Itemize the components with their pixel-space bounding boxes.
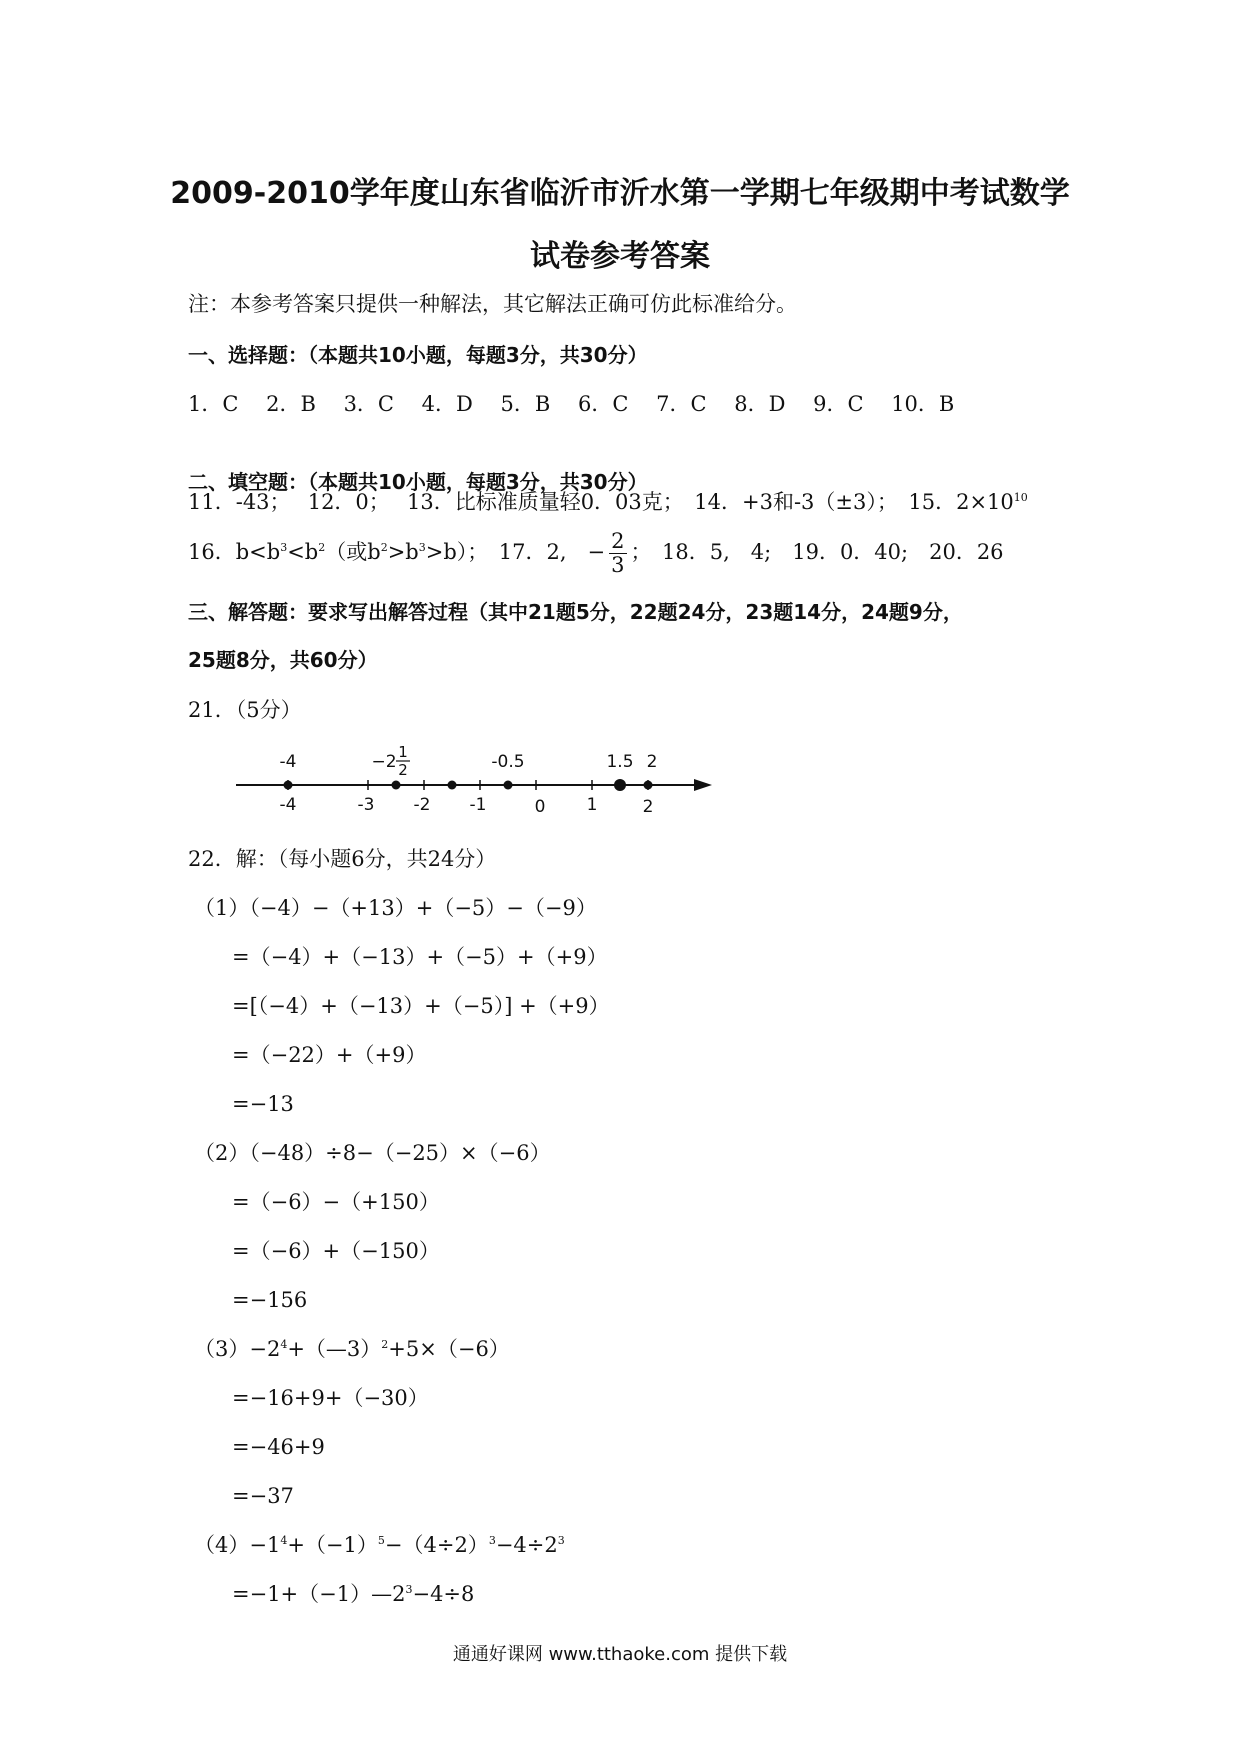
top-label-neg2: −2 [371,752,397,772]
tick-label-neg4: -4 [279,795,297,815]
q22-p3-step3: =−37 [232,1484,294,1508]
q22-p1-step1: =（−4）+（−13）+（−5）+（+9） [232,945,608,969]
section2-line16: 16．$b<b^3<b^2$（或$b^2>b^3>b$）； 17．2, − $\frac{2}{3}$ ； 18．5, 4; 19．0．40; 20．26 [188,529,1004,578]
fraction-two-thirds: $\frac{2}{3}$ [611,529,625,578]
tick-label-0: 0 [534,797,546,817]
top-label-frac-num: 1 [398,743,408,761]
section2-line11: 11．-43； 12．0； 13．比标准质量轻0．03克； 14．+3和-3（±3）； 15．$2\times 10^{10}$ [188,490,1028,514]
q22-p3-step1: =−16+9+（−30） [232,1386,429,1410]
q22-p1-head: （1）（−4）−（+13）+（−5）−（−9） [194,896,597,920]
top-label-neg0-5: -0.5 [491,752,525,772]
q21-label: 21．（5分） [188,698,302,722]
point-neg4 [284,781,293,790]
page-title-line2: 试卷参考答案 [530,239,710,274]
section1-heading: 一、选择题：（本题共10小题，每题3分，共30分） [188,343,648,367]
page-title-line1: 2009-2010学年度山东省临沂市沂水第一学期七年级期中考试数学 [170,176,1070,211]
section1-answers: 1．C 2．B 3．C 4．D 5．B 6．C 7．C 8．D 9．C 10．B [188,392,955,416]
tick-label-2: 2 [642,797,654,817]
q22-p1-step4: =−13 [232,1092,294,1116]
section3-heading-2: 25题8分，共60分） [188,648,378,672]
section3-heading-1: 三、解答题：要求写出解答过程（其中21题5分，22题24分，23题14分，24题9分， [188,600,963,624]
number-line [228,740,728,820]
note: 注：本参考答案只提供一种解法，其它解法正确可仿此标准给分。 [188,292,797,316]
q22-p4-head: $(4)-1^4+(-1)^5-(4\div 2)^3-4\div 2^3$ [194,1533,565,1557]
q22-p2-step3: =−156 [232,1288,308,1312]
point-neg2-half [392,781,401,790]
point-1-5 [614,779,626,791]
tick-label-neg1: -1 [469,795,487,815]
arrow-icon [694,779,712,791]
q22-label: 22．解：（每小题6分，共24分） [188,847,497,871]
tick-label-1: 1 [586,795,598,815]
point-neg1-half [448,781,457,790]
point-2 [644,781,653,790]
q22-p3-head: $(3)-2^4+(—3)^2+5\times(-6)$ [194,1337,510,1361]
top-label-1-5: 1.5 [606,752,634,772]
q22-p2-step1: =（−6）−（+150） [232,1190,440,1214]
tick-label-neg2: -2 [413,795,431,815]
top-label-2: 2 [646,752,658,772]
q22-p1-step2: =[（−4）+（−13）+（−5）] +（+9） [232,994,610,1018]
top-label-frac-den: 2 [398,761,408,779]
q22-p2-head: （2）（−48）÷8−（−25）×（−6） [194,1141,551,1165]
section2-heading: 二、填空题：（本题共10小题，每题3分，共30分） [188,470,648,494]
q22-p3-step2: =−46+9 [232,1435,325,1459]
footer: 通通好课网 www.tthaoke.com 提供下载 [452,1644,788,1665]
top-label-neg4: -4 [279,752,297,772]
q22-p4-step1: $=-1+(-1)—2^3-4\div 8$ [232,1582,475,1606]
q22-p2-step2: =（−6）+（−150） [232,1239,440,1263]
q22-p1-step3: =（−22）+（+9） [232,1043,427,1067]
point-neg0-5 [504,781,513,790]
tick-label-neg3: -3 [357,795,375,815]
